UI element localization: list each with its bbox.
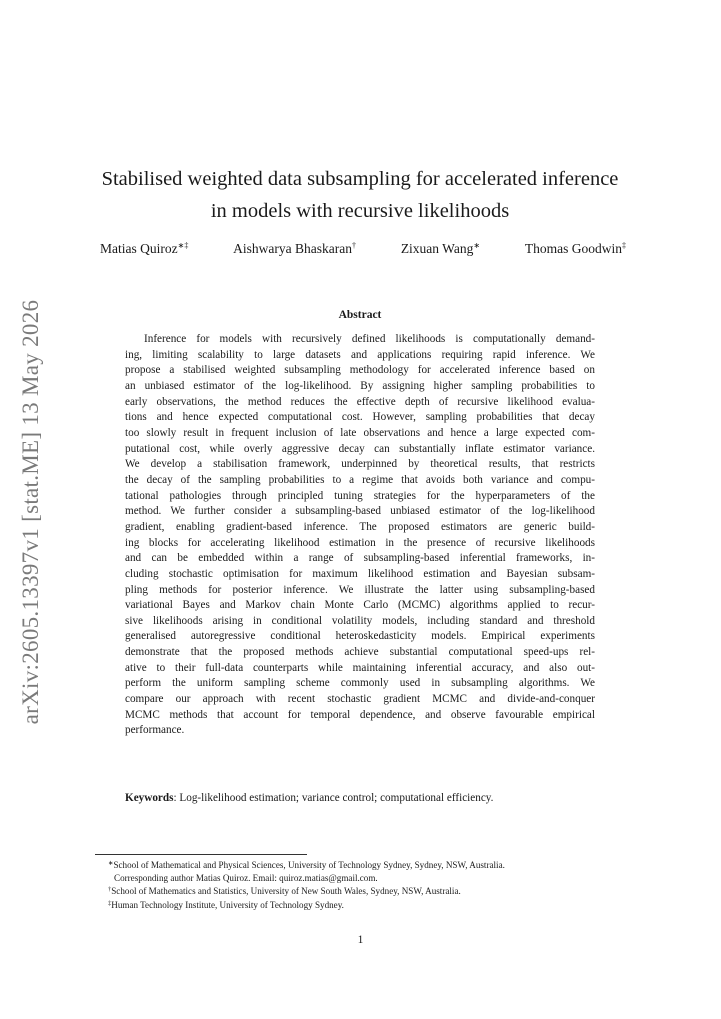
paper-title bbox=[80, 163, 640, 227]
keywords-line bbox=[125, 792, 493, 804]
abstract-line: ing, limiting scalability to large datasets and applications requiring rapid inference. We bbox=[125, 348, 595, 361]
author: Matias Quiroz∗‡ bbox=[100, 241, 189, 256]
author: Zixuan Wang∗ bbox=[400, 241, 481, 256]
footnote-affiliation: ∗School of Mathematical and Physical Sciences, University of Technology Sydney, Sydney, NSW, Australia. bbox=[108, 860, 505, 870]
abstract-line: and can be embedded within a range of subsampling-based inferential frameworks, in- bbox=[125, 552, 595, 565]
abstract-line: gradient, enabling gradient-based inference. The proposed estimators are generic build- bbox=[125, 520, 595, 533]
abstract-line: demonstrate that the proposed methods achieve substantial computational speed-ups rel- bbox=[125, 646, 595, 659]
title-line-2: in models with recursive likelihoods bbox=[210, 200, 510, 222]
abstract-line: perform the uniform sampling scheme commonly used in subsampling algorithms. We bbox=[125, 677, 595, 690]
abstract-heading: Abstract bbox=[338, 309, 382, 321]
author-list bbox=[100, 241, 626, 257]
title-line-1: Stabilised weighted data subsampling for accelerated inference bbox=[101, 168, 619, 190]
abstract-line: too slowly result in frequent inclusion of late observations and hence a large expected com- bbox=[125, 426, 595, 439]
abstract-line: variational Bayes and Markov chain Monte Carlo (MCMC) algorithms applied to recur- bbox=[125, 599, 595, 612]
abstract-line: tions and hence expected computational cost. However, sampling probabilities that decay bbox=[125, 411, 595, 424]
author: Thomas Goodwin‡ bbox=[524, 241, 626, 256]
abstract-line: the decay of the sampling probabilities to a regime that avoids both variance and compu- bbox=[125, 473, 595, 486]
keywords-text: : Log-likelihood estimation; variance control; computational efficiency. bbox=[173, 792, 494, 804]
abstract-line: cluding stochastic optimisation for maximum likelihood estimation and Bayesian subsam- bbox=[125, 567, 595, 580]
page-number: 1 bbox=[357, 934, 364, 946]
abstract-body bbox=[125, 332, 595, 739]
footnote-affiliation: †School of Mathematics and Statistics, University of New South Wales, Sydney, NSW, Australia. bbox=[108, 886, 461, 896]
author: Aishwarya Bhaskaran† bbox=[233, 241, 356, 256]
abstract-line: method. We further consider a subsampling-based unbiased estimator of the log-likelihood bbox=[125, 505, 595, 518]
abstract-line: Inference for models with recursively defined likelihoods is computationally demand- bbox=[144, 333, 595, 345]
footnote-rule bbox=[95, 854, 307, 855]
abstract-line: We develop a stabilisation framework, underpinned by theoretical results, that restricts bbox=[125, 458, 595, 471]
arxiv-sidebar bbox=[16, 287, 46, 737]
footnote-affiliation: ‡Human Technology Institute, University of Technology Sydney. bbox=[108, 899, 344, 910]
abstract-line: compare our approach with recent stochastic gradient MCMC and divide-and-conquer bbox=[125, 693, 595, 706]
abstract-line: early observations, the method reduces the effective depth of recursive likelihood evalua- bbox=[125, 395, 595, 408]
abstract-line: an unbiased estimator of the log-likelihood. By assigning higher sampling probabilities to bbox=[125, 379, 595, 392]
footnotes bbox=[108, 858, 638, 911]
abstract-line: sive likelihoods arising in conditional volatility models, including standard and threshold bbox=[125, 614, 595, 627]
footnote-corresponding-author: Corresponding author Matias Quiroz. Email: quiroz.matias@gmail.com. bbox=[114, 872, 378, 883]
abstract-line: ative to their full-data counterparts while maintaining inferential accuracy, and also out- bbox=[125, 661, 595, 674]
abstract-line: MCMC methods that account for temporal dependence, and observe favourable empirical bbox=[125, 708, 595, 721]
abstract-line: propose a stabilised weighted subsampling methodology for accelerated inference based on bbox=[125, 364, 595, 377]
abstract-line: performance. bbox=[125, 724, 185, 737]
arxiv-identifier: arXiv:2605.13397v1 [stat.ME] 13 May 2026 bbox=[18, 299, 43, 725]
abstract-line: tational pathologies through principled tuning strategies for the hyperparameters of the bbox=[125, 489, 595, 502]
abstract-line: pling methods for posterior inference. We illustrate the latter using subsampling-based bbox=[125, 583, 595, 596]
abstract-line: putational cost, while overly aggressive decay can substantially inflate estimator variance. bbox=[125, 442, 595, 455]
abstract-line: generalised autoregressive conditional heteroskedasticity models. Empirical experiments bbox=[125, 630, 595, 643]
keywords-label: Keywords bbox=[125, 792, 174, 804]
abstract-line: ing blocks for accelerating likelihood estimation in the presence of recursive likelihoods bbox=[125, 536, 595, 549]
